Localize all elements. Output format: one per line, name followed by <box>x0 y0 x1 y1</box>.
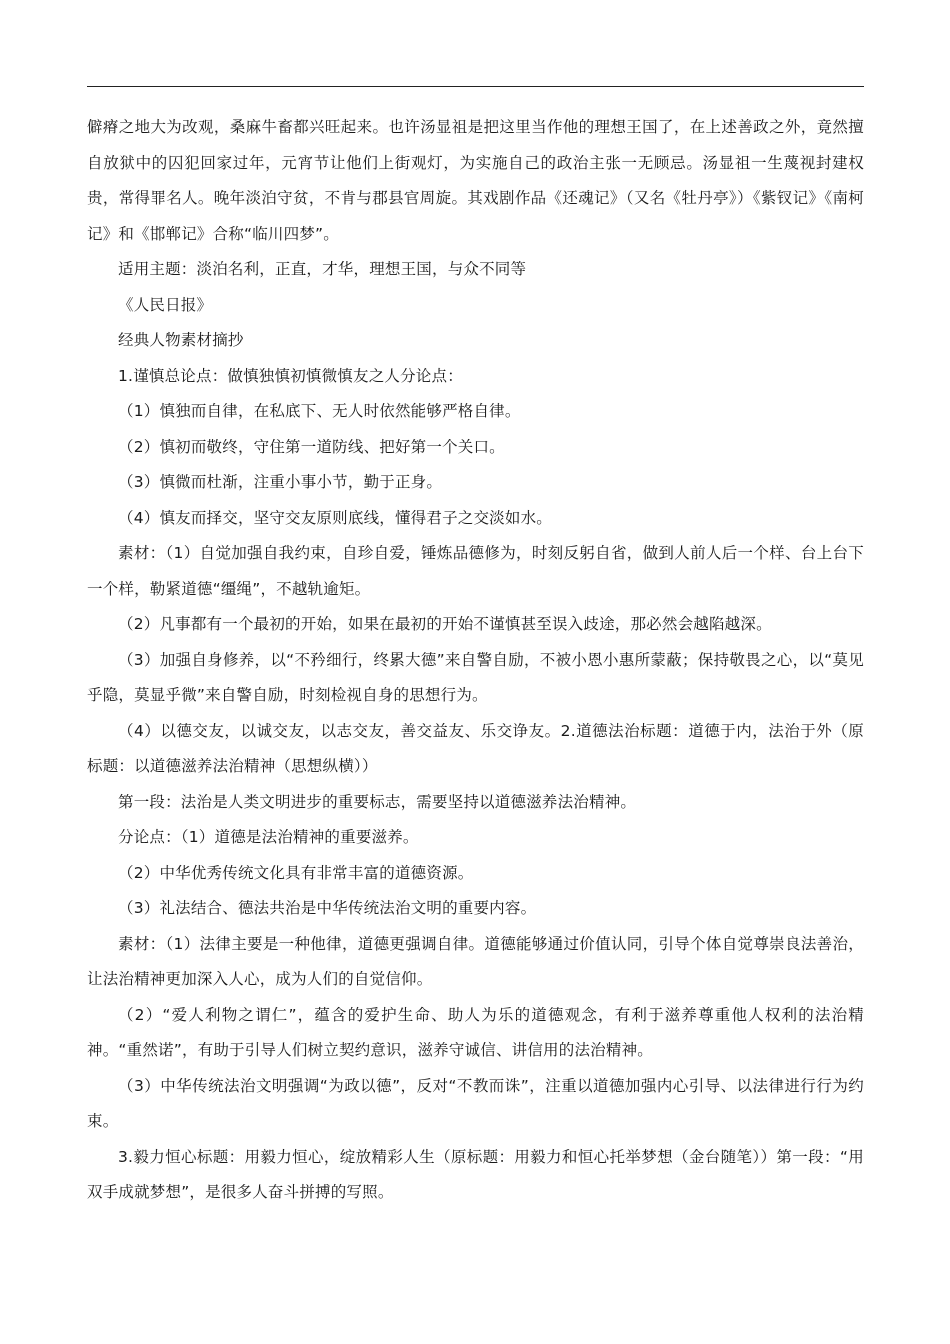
paragraph: 素材：（1）自觉加强自我约束，自珍自爱，锤炼品德修为，时刻反躬自省，做到人前人后一个样、台上台下一个样，勒紧道德“缰绳”，不越轨逾矩。 <box>87 544 864 598</box>
paragraph: 适用主题：淡泊名利，正直，才华，理想王国，与众不同等 <box>118 260 527 278</box>
document-body <box>87 110 864 1211</box>
paragraph: （4）慎友而择交，坚守交友原则底线，懂得君子之交淡如水。 <box>118 508 552 527</box>
paragraph: （1）慎独而自律，在私底下、无人时依然能够严格自律。 <box>118 402 521 420</box>
paragraph: （3）慎微而杜渐，注重小事小节，勤于正身。 <box>118 473 443 491</box>
paragraph: 3.毅力恒心标题：用毅力恒心，绽放精彩人生（原标题：用毅力和恒心托举梦想（金台随笔））第一段：“用双手成就梦想”，是很多人奋斗拼搏的写照。 <box>87 1147 864 1201</box>
paragraph: （4）以德交友，以诚交友，以志交友，善交益友、乐交诤友。2.道德法治标题：道德于内，法治于外（原标题：以道德滋养法治精神（思想纵横）） <box>87 721 864 775</box>
paragraph: 经典人物素材摘抄 <box>118 331 244 349</box>
paragraph: （3）中华传统法治文明强调“为政以德”，反对“不教而诛”，注重以道德加强内心引导、以法律进行行为约束。 <box>87 1076 864 1130</box>
paragraph: （2）“爱人利物之谓仁”，蕴含的爱护生命、助人为乐的道德观念，有利于滋养尊重他人权利的法治精神。“重然诺”，有助于引导人们树立契约意识，滋养守诚信、讲信用的法治精神。 <box>87 1005 864 1059</box>
paragraph: （2）凡事都有一个最初的开始，如果在最初的开始不谨慎甚至误入歧途，那必然会越陷越深。 <box>118 615 772 633</box>
header-rule <box>87 86 864 87</box>
paragraph: 第一段：法治是人类文明进步的重要标志，需要坚持以道德滋养法治精神。 <box>118 792 637 811</box>
paragraph: （2）中华优秀传统文化具有非常丰富的道德资源。 <box>118 863 474 882</box>
paragraph: 素材：（1）法律主要是一种他律，道德更强调自律。道德能够通过价值认同，引导个体自觉尊崇良法善治，让法治精神更加深入人心，成为人们的自觉信仰。 <box>87 934 864 988</box>
paragraph: 《人民日报》 <box>118 295 213 314</box>
paragraph: （3）加强自身修养，以“不矜细行，终累大德”来自警自励，不被小恩小惠所蒙蔽；保持敬畏之心，以“莫见乎隐，莫显乎微”来自警自励，时刻检视自身的思想行为。 <box>87 650 864 704</box>
paragraph: 1.谨慎总论点：做慎独慎初慎微慎友之人分论点： <box>118 366 463 385</box>
paragraph: （2）慎初而敬终，守住第一道防线、把好第一个关口。 <box>118 437 505 456</box>
paragraph: 分论点：（1）道德是法治精神的重要滋养。 <box>118 828 419 846</box>
paragraph: （3）礼法结合、德法共治是中华传统法治文明的重要内容。 <box>118 899 537 917</box>
paragraph: 僻瘠之地大为改观，桑麻牛畜都兴旺起来。也许汤显祖是把这里当作他的理想王国了，在上述善政之外，竟然擅自放狱中的囚犯回家过年，元宵节让他们上街观灯，为实施自己的政治主张一无顾忌。汤显祖一生蔑视封建权贵，常得罪名人。晚年淡泊守贫，不肯与郡县官周旋。其戏剧作品《还魂记》（又名《牡丹亭》）《紫钗记》《南柯记》和《邯郸记》合称“临川四梦”。 <box>87 118 864 243</box>
